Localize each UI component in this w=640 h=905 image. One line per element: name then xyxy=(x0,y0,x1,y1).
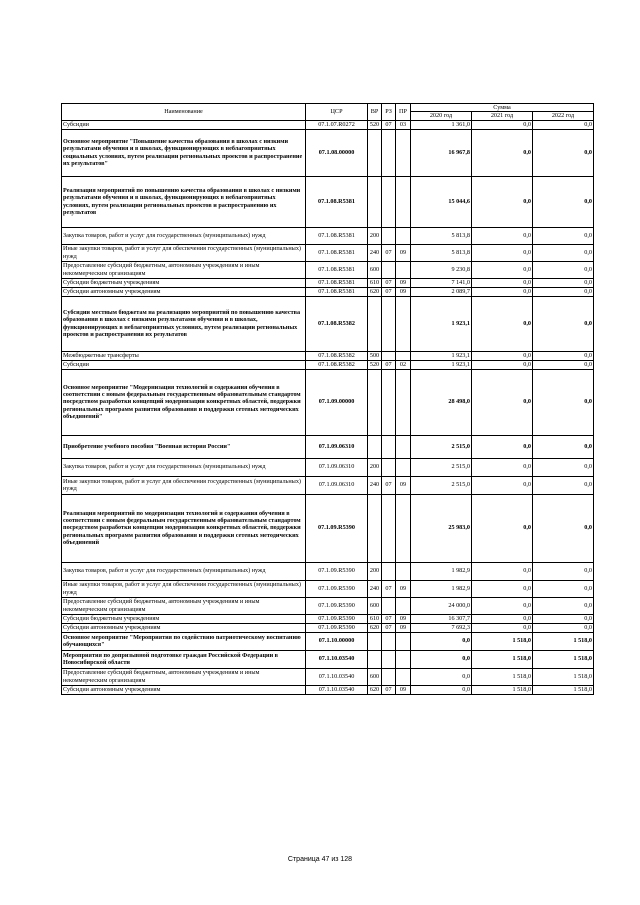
cell-name: Субсидии автономным учреждениям xyxy=(62,287,306,296)
cell-rz: 07 xyxy=(382,580,396,597)
cell-2020: 5 813,8 xyxy=(411,244,472,261)
cell-2022: 1 518,0 xyxy=(533,685,594,694)
table-row xyxy=(62,296,594,351)
cell-pr: 09 xyxy=(396,287,411,296)
table-row xyxy=(62,668,594,685)
cell-pr xyxy=(396,597,411,614)
cell-rz xyxy=(382,650,396,668)
header-vr: ВР xyxy=(368,104,382,121)
cell-name: Реализация мероприятий по модернизации технологий и содержания обучения в соответствии с новым федеральным государственным образовательным стандартом посредством разработки концепции модернизации конкретных областей, поддержки региональных программ развития образования и поддержки сетевых методических объединений xyxy=(62,494,306,562)
cell-pr xyxy=(396,435,411,458)
cell-csr: 07.1.08.R5382 xyxy=(306,351,368,360)
cell-csr: 07.1.10.03540 xyxy=(306,668,368,685)
cell-2022: 0,0 xyxy=(533,261,594,278)
header-year-2022: 2022 год xyxy=(533,112,594,120)
cell-csr: 07.1.09.06310 xyxy=(306,476,368,494)
cell-2020: 0,0 xyxy=(411,685,472,694)
cell-pr xyxy=(396,129,411,176)
table-row xyxy=(62,129,594,176)
cell-2022: 0,0 xyxy=(533,458,594,476)
cell-2020: 2 515,0 xyxy=(411,435,472,458)
cell-name: Субсидии автономным учреждениям xyxy=(62,623,306,632)
cell-vr: 240 xyxy=(368,244,382,261)
header-pr: ПР xyxy=(396,104,411,121)
table-row xyxy=(62,597,594,614)
header-rz: РЗ xyxy=(382,104,396,121)
cell-rz xyxy=(382,227,396,244)
header-year-2020: 2020 год xyxy=(411,112,472,120)
cell-vr xyxy=(368,494,382,562)
cell-vr: 600 xyxy=(368,668,382,685)
cell-csr: 07.1.09.00000 xyxy=(306,369,368,435)
cell-name: Иные закупки товаров, работ и услуг для обеспечения государственных (муниципальных) нужд xyxy=(62,476,306,494)
cell-2021: 0,0 xyxy=(472,458,533,476)
cell-rz xyxy=(382,668,396,685)
cell-2022: 0,0 xyxy=(533,623,594,632)
cell-name: Основное мероприятие "Модернизация технологий и содержания обучения в соответствии с новым федеральным государственным образовательным стандартом посредством разработки концепций модернизации конкретных областей, поддержки региональных программ развития образования и поддержки сетевых методических объединений" xyxy=(62,369,306,435)
cell-2021: 0,0 xyxy=(472,623,533,632)
cell-2022: 0,0 xyxy=(533,129,594,176)
cell-name: Субсидии бюджетным учреждениям xyxy=(62,278,306,287)
cell-2020: 2 515,0 xyxy=(411,458,472,476)
cell-pr xyxy=(396,176,411,227)
cell-2022: 0,0 xyxy=(533,360,594,369)
cell-2020: 1 982,9 xyxy=(411,580,472,597)
cell-pr: 09 xyxy=(396,614,411,623)
cell-vr: 610 xyxy=(368,278,382,287)
cell-name: Иные закупки товаров, работ и услуг для обеспечения государственных (муниципальных) нужд xyxy=(62,244,306,261)
cell-pr: 09 xyxy=(396,580,411,597)
cell-vr xyxy=(368,650,382,668)
cell-pr: 03 xyxy=(396,120,411,129)
cell-pr xyxy=(396,494,411,562)
cell-name: Предоставление субсидий бюджетным, автономным учреждениям и иным некоммерческим организациям xyxy=(62,261,306,278)
cell-pr: 09 xyxy=(396,685,411,694)
cell-vr xyxy=(368,435,382,458)
cell-rz xyxy=(382,296,396,351)
cell-name: Закупка товаров, работ и услуг для государственных (муниципальных) нужд xyxy=(62,562,306,580)
cell-csr: 07.1.09.06310 xyxy=(306,435,368,458)
cell-vr: 520 xyxy=(368,360,382,369)
cell-name: Субсидии местным бюджетам на реализацию мероприятий по повышению качества образования в школах с низкими результатами обучения и в школах, функционирующих в неблагоприятных условиях, путем реализации региональных проектов и распространения их результатов xyxy=(62,296,306,351)
cell-2021: 0,0 xyxy=(472,227,533,244)
cell-rz xyxy=(382,176,396,227)
cell-pr xyxy=(396,632,411,650)
cell-2022: 0,0 xyxy=(533,476,594,494)
table-row xyxy=(62,562,594,580)
cell-csr: 07.1.10.00000 xyxy=(306,632,368,650)
cell-vr: 620 xyxy=(368,287,382,296)
cell-vr: 200 xyxy=(368,458,382,476)
cell-rz: 07 xyxy=(382,623,396,632)
cell-2021: 0,0 xyxy=(472,261,533,278)
cell-2020: 2 089,7 xyxy=(411,287,472,296)
cell-vr: 240 xyxy=(368,580,382,597)
cell-2021: 0,0 xyxy=(472,120,533,129)
cell-csr: 07.1.09.R5390 xyxy=(306,494,368,562)
page-footer: Страница 47 из 128 xyxy=(287,856,353,863)
cell-name: Субсидии автономным учреждениям xyxy=(62,685,306,694)
cell-pr xyxy=(396,227,411,244)
cell-2021: 0,0 xyxy=(472,494,533,562)
table-row xyxy=(62,360,594,369)
cell-2022: 1 518,0 xyxy=(533,650,594,668)
cell-rz xyxy=(382,351,396,360)
cell-rz xyxy=(382,129,396,176)
cell-2021: 1 518,0 xyxy=(472,632,533,650)
header-year-2021: 2021 год xyxy=(472,112,533,120)
cell-name: Предоставление субсидий бюджетным, автономным учреждениям и иным некоммерческим организациям xyxy=(62,597,306,614)
cell-2022: 0,0 xyxy=(533,227,594,244)
table-row xyxy=(62,632,594,650)
cell-rz: 07 xyxy=(382,287,396,296)
cell-csr: 07.1.09.R5390 xyxy=(306,580,368,597)
cell-rz xyxy=(382,369,396,435)
cell-2020: 24 000,0 xyxy=(411,597,472,614)
cell-name: Реализация мероприятий по повышению качества образования в школах с низкими результатами обучения и в школах, функционирующих в неблагоприятных условиях, путем реализации региональных проектов и распространению их результатов xyxy=(62,176,306,227)
cell-pr xyxy=(396,668,411,685)
cell-2020: 16 967,8 xyxy=(411,129,472,176)
cell-pr xyxy=(396,351,411,360)
cell-2020: 28 498,0 xyxy=(411,369,472,435)
cell-2020: 1 361,0 xyxy=(411,120,472,129)
cell-2021: 0,0 xyxy=(472,278,533,287)
cell-2021: 0,0 xyxy=(472,129,533,176)
cell-2020: 16 307,7 xyxy=(411,614,472,623)
cell-pr xyxy=(396,261,411,278)
table-row xyxy=(62,369,594,435)
cell-2020: 1 923,1 xyxy=(411,351,472,360)
cell-rz xyxy=(382,632,396,650)
budget-table xyxy=(61,103,594,695)
cell-rz xyxy=(382,458,396,476)
table-row xyxy=(62,685,594,694)
cell-pr: 09 xyxy=(396,476,411,494)
cell-2022: 1 518,0 xyxy=(533,668,594,685)
cell-vr: 240 xyxy=(368,476,382,494)
table-row xyxy=(62,650,594,668)
cell-2020: 7 692,3 xyxy=(411,623,472,632)
cell-csr: 07.1.09.R5390 xyxy=(306,597,368,614)
cell-csr: 07.1.09.06310 xyxy=(306,458,368,476)
cell-2022: 0,0 xyxy=(533,296,594,351)
cell-2021: 0,0 xyxy=(472,562,533,580)
cell-2021: 0,0 xyxy=(472,597,533,614)
cell-2022: 0,0 xyxy=(533,351,594,360)
cell-vr: 620 xyxy=(368,685,382,694)
cell-vr xyxy=(368,296,382,351)
cell-2021: 0,0 xyxy=(472,296,533,351)
cell-2021: 0,0 xyxy=(472,435,533,458)
cell-rz xyxy=(382,435,396,458)
cell-2022: 0,0 xyxy=(533,580,594,597)
cell-2020: 15 044,6 xyxy=(411,176,472,227)
cell-vr: 610 xyxy=(368,614,382,623)
cell-rz: 07 xyxy=(382,244,396,261)
cell-pr xyxy=(396,369,411,435)
cell-csr: 07.1.08.R5381 xyxy=(306,227,368,244)
cell-vr: 620 xyxy=(368,623,382,632)
cell-2022: 0,0 xyxy=(533,287,594,296)
cell-vr: 520 xyxy=(368,120,382,129)
table-row xyxy=(62,244,594,261)
cell-2020: 0,0 xyxy=(411,650,472,668)
table-row xyxy=(62,623,594,632)
cell-2020: 0,0 xyxy=(411,632,472,650)
cell-2020: 1 923,1 xyxy=(411,296,472,351)
table-body xyxy=(62,120,594,694)
cell-name: Закупка товаров, работ и услуг для государственных (муниципальных) нужд xyxy=(62,458,306,476)
cell-2022: 0,0 xyxy=(533,597,594,614)
cell-2021: 0,0 xyxy=(472,369,533,435)
cell-rz: 07 xyxy=(382,278,396,287)
cell-2020: 7 141,0 xyxy=(411,278,472,287)
cell-2022: 0,0 xyxy=(533,562,594,580)
cell-name: Основное мероприятие "Повышение качества образования в школах с низкими результатами обучения и в школах, функционирующих в неблагоприятных социальных условиях, путем реализации региональных проектов и распространение их результатов" xyxy=(62,129,306,176)
cell-name: Приобретение учебного пособия "Военная история России" xyxy=(62,435,306,458)
cell-2022: 0,0 xyxy=(533,614,594,623)
cell-vr: 500 xyxy=(368,351,382,360)
cell-2021: 1 518,0 xyxy=(472,685,533,694)
cell-2021: 0,0 xyxy=(472,176,533,227)
cell-pr: 09 xyxy=(396,278,411,287)
cell-vr: 200 xyxy=(368,227,382,244)
table-row xyxy=(62,351,594,360)
cell-rz: 07 xyxy=(382,476,396,494)
cell-2021: 0,0 xyxy=(472,351,533,360)
cell-name: Закупка товаров, работ и услуг для государственных (муниципальных) нужд xyxy=(62,227,306,244)
cell-pr: 09 xyxy=(396,244,411,261)
cell-pr: 09 xyxy=(396,623,411,632)
cell-csr: 07.1.08.R5381 xyxy=(306,261,368,278)
cell-2022: 0,0 xyxy=(533,244,594,261)
header-sum: Сумма xyxy=(411,104,594,112)
cell-2022: 0,0 xyxy=(533,369,594,435)
table-row xyxy=(62,176,594,227)
cell-rz xyxy=(382,562,396,580)
cell-vr: 200 xyxy=(368,562,382,580)
cell-2021: 0,0 xyxy=(472,614,533,623)
cell-2020: 0,0 xyxy=(411,668,472,685)
cell-2022: 0,0 xyxy=(533,435,594,458)
table-row xyxy=(62,261,594,278)
cell-pr xyxy=(396,458,411,476)
cell-2021: 0,0 xyxy=(472,287,533,296)
cell-vr: 600 xyxy=(368,597,382,614)
cell-name: Межбюджетные трансферты xyxy=(62,351,306,360)
cell-name: Субсидии xyxy=(62,120,306,129)
cell-name: Предоставление субсидий бюджетным, автономным учреждениям и иным некоммерческим организациям xyxy=(62,668,306,685)
cell-2020: 2 515,0 xyxy=(411,476,472,494)
cell-csr: 07.1.09.R5390 xyxy=(306,562,368,580)
cell-csr: 07.1.10.03540 xyxy=(306,650,368,668)
cell-csr: 07.1.07.R0272 xyxy=(306,120,368,129)
table-row xyxy=(62,458,594,476)
cell-2020: 25 983,0 xyxy=(411,494,472,562)
header-name: Наименование xyxy=(62,104,306,121)
cell-2022: 1 518,0 xyxy=(533,632,594,650)
cell-csr: 07.1.08.R5382 xyxy=(306,360,368,369)
cell-2021: 0,0 xyxy=(472,244,533,261)
cell-csr: 07.1.08.R5381 xyxy=(306,278,368,287)
cell-rz xyxy=(382,597,396,614)
cell-csr: 07.1.09.R5390 xyxy=(306,614,368,623)
cell-pr xyxy=(396,296,411,351)
cell-2021: 0,0 xyxy=(472,580,533,597)
cell-2022: 0,0 xyxy=(533,120,594,129)
cell-2022: 0,0 xyxy=(533,278,594,287)
budget-table-sheet xyxy=(61,103,593,695)
cell-2022: 0,0 xyxy=(533,176,594,227)
cell-rz: 07 xyxy=(382,685,396,694)
cell-name: Субсидии xyxy=(62,360,306,369)
cell-vr: 600 xyxy=(368,261,382,278)
cell-2020: 5 813,8 xyxy=(411,227,472,244)
cell-csr: 07.1.08.R5381 xyxy=(306,176,368,227)
cell-name: Основное мероприятие "Мероприятия по содействию патриотическому воспитанию обучающихся" xyxy=(62,632,306,650)
cell-csr: 07.1.08.00000 xyxy=(306,129,368,176)
table-row xyxy=(62,494,594,562)
cell-csr: 07.1.08.R5381 xyxy=(306,287,368,296)
table-row xyxy=(62,476,594,494)
table-row xyxy=(62,580,594,597)
cell-rz: 07 xyxy=(382,360,396,369)
cell-2020: 1 923,1 xyxy=(411,360,472,369)
cell-2021: 0,0 xyxy=(472,360,533,369)
table-row xyxy=(62,435,594,458)
cell-pr xyxy=(396,650,411,668)
header-csr: ЦСР xyxy=(306,104,368,121)
cell-rz xyxy=(382,261,396,278)
cell-pr: 02 xyxy=(396,360,411,369)
table-row xyxy=(62,614,594,623)
cell-rz: 07 xyxy=(382,120,396,129)
cell-vr xyxy=(368,632,382,650)
cell-vr xyxy=(368,129,382,176)
cell-2020: 9 230,8 xyxy=(411,261,472,278)
cell-vr xyxy=(368,176,382,227)
table-row xyxy=(62,227,594,244)
cell-2021: 1 518,0 xyxy=(472,668,533,685)
cell-2022: 0,0 xyxy=(533,494,594,562)
cell-name: Мероприятия по допризывной подготовке граждан Российской Федерации в Новосибирской области xyxy=(62,650,306,668)
cell-vr xyxy=(368,369,382,435)
cell-pr xyxy=(396,562,411,580)
cell-csr: 07.1.08.R5381 xyxy=(306,244,368,261)
cell-2021: 1 518,0 xyxy=(472,650,533,668)
cell-name: Субсидии бюджетным учреждениям xyxy=(62,614,306,623)
table-row xyxy=(62,287,594,296)
cell-name: Иные закупки товаров, работ и услуг для обеспечения государственных (муниципальных) нужд xyxy=(62,580,306,597)
cell-rz xyxy=(382,494,396,562)
cell-2021: 0,0 xyxy=(472,476,533,494)
cell-csr: 07.1.08.R5382 xyxy=(306,296,368,351)
table-row xyxy=(62,120,594,129)
table-row xyxy=(62,278,594,287)
cell-2020: 1 982,9 xyxy=(411,562,472,580)
cell-csr: 07.1.09.R5390 xyxy=(306,623,368,632)
cell-rz: 07 xyxy=(382,614,396,623)
cell-csr: 07.1.10.03540 xyxy=(306,685,368,694)
